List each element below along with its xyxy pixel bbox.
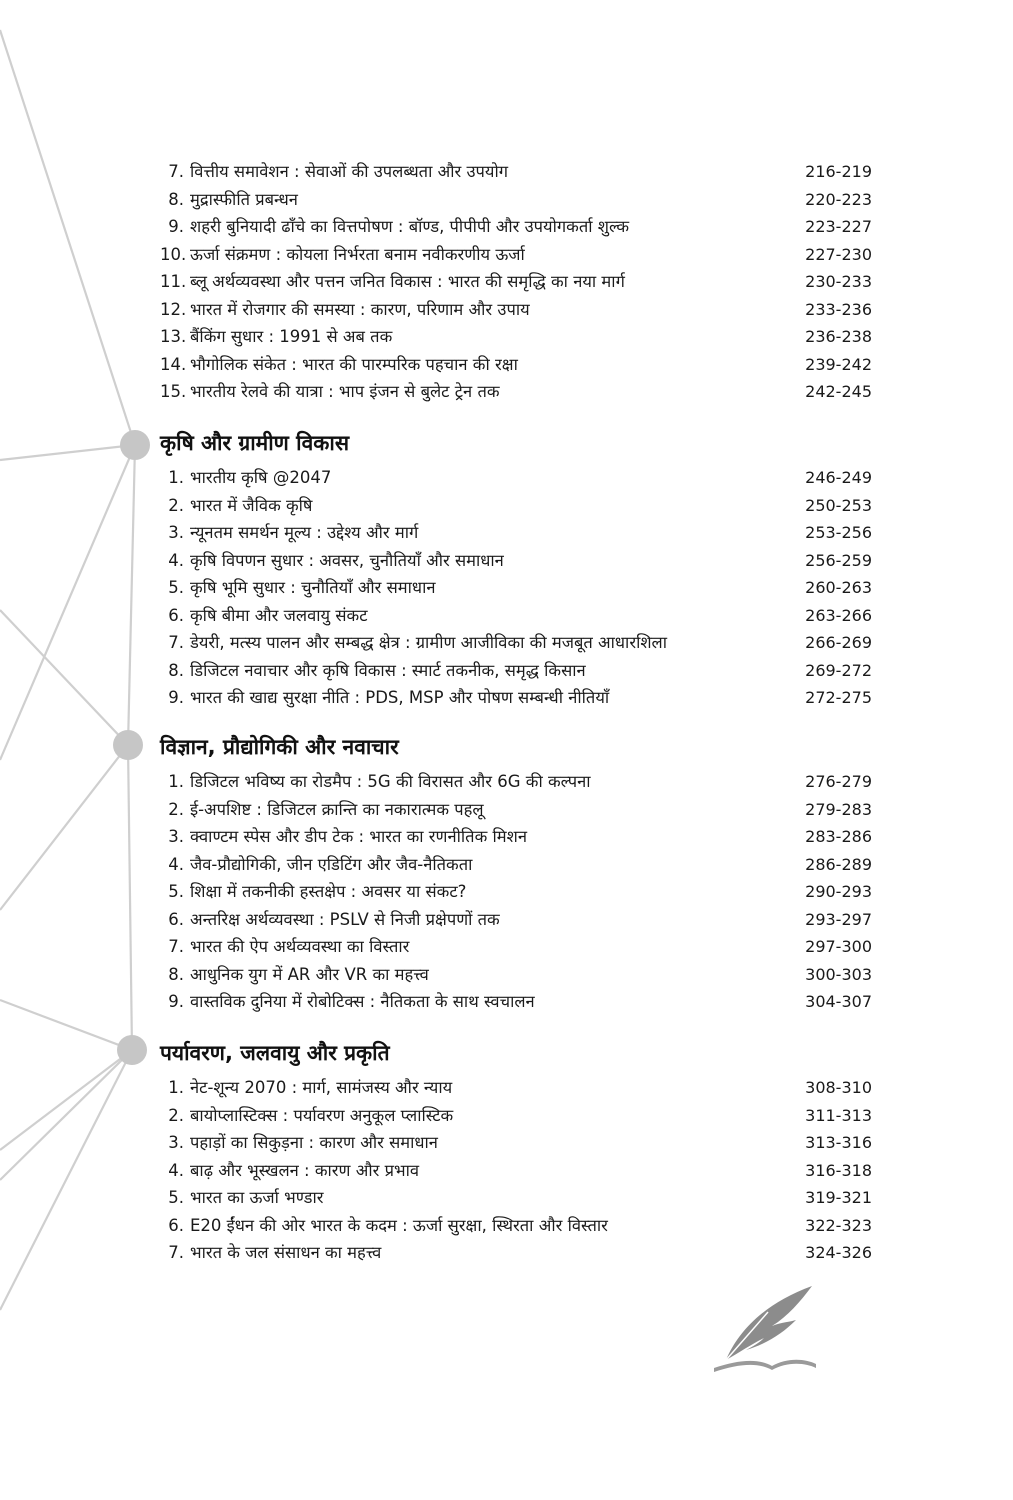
entry-number: 12.: [160, 299, 187, 319]
entry-number: 6.: [168, 909, 184, 929]
toc-entry[interactable]: [160, 629, 872, 657]
toc-entry[interactable]: [160, 492, 872, 520]
entry-number: 3.: [168, 1133, 184, 1152]
toc-entry[interactable]: [160, 961, 872, 989]
toc-entry[interactable]: [160, 574, 872, 602]
entry-pages: 324-326: [805, 1243, 872, 1262]
entry-pages: 220-223: [805, 189, 872, 209]
entry-pages: 283-286: [805, 827, 872, 846]
entry-title: भारत के जल संसाधन का महत्त्व: [190, 1243, 382, 1262]
entry-title: ऊर्जा संक्रमण : कोयला निर्भरता बनाम नवीकरणीय ऊर्जा: [190, 244, 525, 264]
entry-title: भारतीय कृषि @2047: [190, 468, 332, 487]
entry-pages: 290-293: [805, 882, 872, 901]
toc-entry[interactable]: [160, 1184, 872, 1212]
entry-title: शहरी बुनियादी ढाँचे का वित्तपोषण : बॉण्ड, पीपीपी और उपयोगकर्ता शुल्क: [190, 217, 630, 236]
entry-number: 3.: [168, 827, 184, 846]
entry-number: 8.: [168, 964, 184, 984]
entry-title: वास्तविक दुनिया में रोबोटिक्स : नैतिकता के साथ स्वचालन: [190, 992, 535, 1011]
entry-number: 9.: [168, 217, 184, 236]
entry-number: 6.: [168, 1215, 184, 1235]
entry-pages: 269-272: [805, 660, 872, 680]
entry-pages: 256-259: [805, 550, 872, 570]
section-heading: विज्ञान, प्रौद्योगिकी और नवाचार: [160, 735, 399, 759]
toc-section-agriculture: [160, 428, 872, 712]
toc-entry[interactable]: [160, 1129, 872, 1157]
entry-title: मुद्रास्फीति प्रबन्धन: [190, 189, 298, 209]
entry-title: न्यूनतम समर्थन मूल्य : उद्देश्य और मार्ग: [190, 523, 419, 542]
toc-entry[interactable]: [160, 768, 872, 796]
entry-pages: 311-313: [805, 1105, 872, 1125]
toc-entry[interactable]: [160, 519, 872, 547]
entry-pages: 227-230: [805, 244, 872, 264]
entry-number: 7.: [168, 1243, 184, 1262]
toc-entry[interactable]: [160, 851, 872, 879]
entry-number: 1.: [168, 772, 184, 791]
toc-entry[interactable]: [160, 1239, 872, 1267]
toc-entry[interactable]: [160, 1074, 872, 1102]
entry-title: भारत में जैविक कृषि: [190, 495, 313, 515]
toc-entry[interactable]: [160, 878, 872, 906]
toc-top-list: [160, 158, 872, 406]
entry-pages: 304-307: [805, 992, 872, 1011]
toc-entry[interactable]: [160, 906, 872, 934]
entry-number: 3.: [168, 523, 184, 542]
entry-number: 8.: [168, 660, 184, 680]
toc-rows: [160, 1074, 872, 1267]
toc-entry[interactable]: [160, 1212, 872, 1240]
entry-pages: 272-275: [805, 688, 872, 707]
entry-title: नेट-शून्य 2070 : मार्ग, सामंजस्य और न्याय: [190, 1078, 453, 1097]
entry-number: 2.: [168, 1105, 184, 1125]
entry-title: डिजिटल नवाचार और कृषि विकास : स्मार्ट तकनीक, समृद्ध किसान: [190, 660, 586, 680]
entry-pages: 308-310: [805, 1078, 872, 1097]
entry-title: भारत का ऊर्जा भण्डार: [190, 1188, 324, 1207]
toc-entry[interactable]: [160, 657, 872, 685]
entry-number: 13.: [160, 327, 187, 346]
toc-entry[interactable]: [160, 323, 872, 351]
entry-pages: 223-227: [805, 217, 872, 236]
toc-entry[interactable]: [160, 464, 872, 492]
entry-number: 9.: [168, 992, 184, 1011]
toc-entry[interactable]: [160, 378, 872, 406]
entry-title: जैव-प्रौद्योगिकी, जीन एडिटिंग और जैव-नैतिकता: [190, 854, 473, 874]
toc-entry[interactable]: [160, 158, 872, 186]
entry-title: कृषि बीमा और जलवायु संकट: [190, 605, 368, 625]
toc-entry[interactable]: [160, 547, 872, 575]
toc-entry[interactable]: [160, 988, 872, 1016]
entry-number: 7.: [168, 633, 184, 652]
toc-entry[interactable]: [160, 296, 872, 324]
toc-entry[interactable]: [160, 186, 872, 214]
entry-title: भारत में रोजगार की समस्या : कारण, परिणाम और उपाय: [190, 299, 530, 319]
entry-pages: 279-283: [805, 799, 872, 819]
entry-number: 4.: [168, 1160, 184, 1180]
entry-pages: 253-256: [805, 523, 872, 542]
entry-number: 4.: [168, 550, 184, 570]
entry-title: क्वाण्टम स्पेस और डीप टेक : भारत का रणनीतिक मिशन: [190, 827, 528, 846]
entry-title: भारत की खाद्य सुरक्षा नीति : PDS, MSP और पोषण सम्बन्धी नीतियाँ: [190, 688, 610, 707]
entry-number: 1.: [168, 1078, 184, 1097]
entry-title: भारत की ऐप अर्थव्यवस्था का विस्तार: [190, 937, 410, 956]
entry-title: बायोप्लास्टिक्स : पर्यावरण अनुकूल प्लास्टिक: [190, 1105, 454, 1125]
entry-number: 10.: [160, 244, 187, 264]
entry-pages: 276-279: [805, 772, 872, 791]
entry-number: 2.: [168, 495, 184, 515]
entry-title: E20 ईंधन की ओर भारत के कदम : ऊर्जा सुरक्षा, स्थिरता और विस्तार: [190, 1215, 608, 1235]
toc-entry[interactable]: [160, 268, 872, 296]
entry-number: 2.: [168, 799, 184, 819]
entry-number: 4.: [168, 854, 184, 874]
entry-title: वित्तीय समावेशन : सेवाओं की उपलब्धता और उपयोग: [190, 162, 509, 181]
entry-title: बैंकिंग सुधार : 1991 से अब तक: [190, 327, 393, 346]
entry-title: पहाड़ों का सिकुड़ना : कारण और समाधान: [190, 1133, 438, 1152]
toc-entry[interactable]: [160, 213, 872, 241]
entry-number: 5.: [168, 1188, 184, 1207]
toc-entry[interactable]: [160, 684, 872, 712]
toc-entry[interactable]: [160, 933, 872, 961]
toc-entry[interactable]: [160, 1157, 872, 1185]
entry-number: 8.: [168, 189, 184, 209]
entry-pages: 319-321: [805, 1188, 872, 1207]
entry-title: भारतीय रेलवे की यात्रा : भाप इंजन से बुलेट ट्रेन तक: [190, 382, 500, 401]
entry-pages: 293-297: [805, 909, 872, 929]
entry-number: 5.: [168, 882, 184, 901]
toc-section-science-technology: [160, 732, 872, 1016]
entry-number: 9.: [168, 688, 184, 707]
entry-title: कृषि भूमि सुधार : चुनौतियाँ और समाधान: [190, 578, 436, 597]
entry-number: 11.: [160, 272, 187, 291]
toc-entry[interactable]: [160, 1102, 872, 1130]
entry-pages: 260-263: [805, 578, 872, 597]
toc-entry[interactable]: [160, 602, 872, 630]
entry-title: ब्लू अर्थव्यवस्था और पत्तन जनित विकास : भारत की समृद्धि का नया मार्ग: [190, 272, 625, 291]
entry-title: डिजिटल भविष्य का रोडमैप : 5G की विरासत और 6G की कल्पना: [190, 772, 591, 791]
entry-number: 14.: [160, 354, 187, 374]
section-heading: पर्यावरण, जलवायु और प्रकृति: [160, 1041, 390, 1065]
entry-pages: 230-233: [805, 272, 872, 291]
toc-entry[interactable]: [160, 823, 872, 851]
toc-section-environment: [160, 1038, 872, 1267]
toc-rows: [160, 158, 872, 406]
entry-pages: 263-266: [805, 605, 872, 625]
entry-pages: 236-238: [805, 327, 872, 346]
entry-number: 5.: [168, 578, 184, 597]
entry-pages: 216-219: [805, 162, 872, 181]
entry-title: भौगोलिक संकेत : भारत की पारम्परिक पहचान की रक्षा: [190, 354, 518, 374]
entry-number: 7.: [168, 162, 184, 181]
entry-number: 1.: [168, 468, 184, 487]
entry-pages: 286-289: [805, 854, 872, 874]
section-heading: कृषि और ग्रामीण विकास: [160, 431, 350, 455]
toc-entry[interactable]: [160, 351, 872, 379]
toc-entry[interactable]: [160, 241, 872, 269]
entry-title: शिक्षा में तकनीकी हस्तक्षेप : अवसर या संकट?: [190, 882, 467, 901]
entry-pages: 246-249: [805, 468, 872, 487]
entry-pages: 250-253: [805, 495, 872, 515]
entry-pages: 297-300: [805, 937, 872, 956]
entry-title: ई-अपशिष्ट : डिजिटल क्रान्ति का नकारात्मक पहलू: [190, 799, 484, 819]
entry-pages: 233-236: [805, 299, 872, 319]
entry-pages: 239-242: [805, 354, 872, 374]
entry-number: 15.: [160, 382, 187, 401]
entry-title: डेयरी, मत्स्य पालन और सम्बद्ध क्षेत्र : ग्रामीण आजीविका की मजबूत आधारशिला: [190, 633, 668, 652]
entry-pages: 316-318: [805, 1160, 872, 1180]
entry-pages: 313-316: [805, 1133, 872, 1152]
entry-title: बाढ़ और भूस्खलन : कारण और प्रभाव: [190, 1160, 420, 1180]
toc-rows: [160, 464, 872, 712]
entry-title: कृषि विपणन सुधार : अवसर, चुनौतियाँ और समाधान: [190, 550, 504, 570]
toc-rows: [160, 768, 872, 1016]
toc-entry[interactable]: [160, 796, 872, 824]
entry-pages: 322-323: [805, 1215, 872, 1235]
entry-title: आधुनिक युग में AR और VR का महत्त्व: [190, 964, 429, 984]
entry-number: 6.: [168, 605, 184, 625]
entry-title: अन्तरिक्ष अर्थव्यवस्था : PSLV से निजी प्रक्षेपणों तक: [190, 909, 500, 929]
entry-pages: 242-245: [805, 382, 872, 401]
entry-pages: 300-303: [805, 964, 872, 984]
entry-number: 7.: [168, 937, 184, 956]
entry-pages: 266-269: [805, 633, 872, 652]
